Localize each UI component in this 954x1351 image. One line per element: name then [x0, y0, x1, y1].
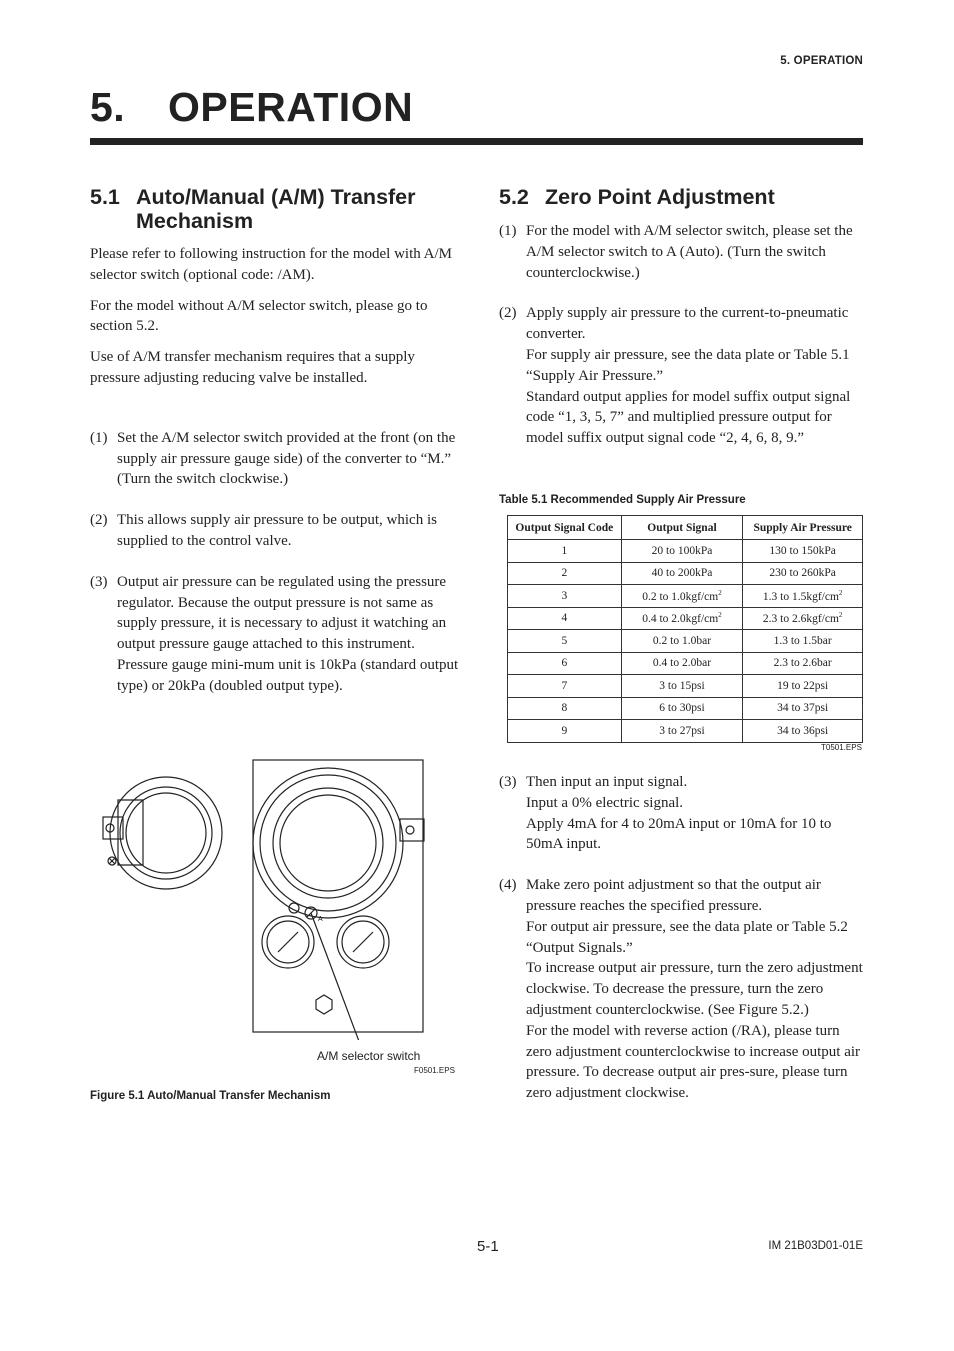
- list-text: Then input an input signal.: [526, 774, 688, 790]
- supply-air-pressure-table: [507, 515, 863, 743]
- list-item: [499, 303, 863, 449]
- table-cell: 4: [508, 607, 622, 630]
- list-text: Input a 0% electric signal.: [526, 794, 684, 811]
- table-cell: 0.4 to 2.0bar: [621, 652, 743, 675]
- switch-mark-a: A: [318, 916, 323, 923]
- running-header: 5. OPERATION: [780, 55, 863, 67]
- figure-caption: Figure 5.1 Auto/Manual Transfer Mechanism: [90, 1090, 331, 1102]
- list-item: [90, 428, 460, 490]
- paragraph: For the model without A/M selector switch, please go to section 5.2.: [90, 297, 428, 335]
- section-title: Zero Point Adjustment: [545, 185, 775, 209]
- section-title-line1: Auto/Manual (A/M) Transfer: [136, 185, 416, 209]
- table-cell: 230 to 260kPa: [743, 562, 863, 585]
- hex-plug: [316, 995, 332, 1014]
- table-cell: 5: [508, 630, 622, 653]
- list-marker: (3): [499, 774, 517, 790]
- table-cell: 6 to 30psi: [621, 697, 743, 720]
- table-cell: 1.3 to 1.5bar: [743, 630, 863, 653]
- list-item: [499, 221, 863, 283]
- table-file-id: T0501.EPS: [821, 743, 862, 752]
- list-text: Output air pressure can be regulated using the pressure regulator. Because the output pressure is not same as supply pressure, it is necessary to adjust it watching an output pressure gauge attached to this instrument. Pressure gauge mini-mum unit is 10kPa (standard output type) or 20kPa (doubled output type).: [117, 573, 459, 694]
- am-transfer-mechanism-figure: [98, 755, 433, 1040]
- figure-callout-label: A/M selector switch: [317, 1049, 421, 1063]
- paragraph: Please refer to following instruction for the model with A/M selector switch (optional code: /AM).: [90, 246, 453, 283]
- section-number: 5.2: [499, 185, 529, 209]
- list-text: This allows supply air pressure to be output, which is supplied to the control valve.: [117, 512, 437, 549]
- list-text: Standard output applies for model suffix output signal code “1, 3, 5, 7” and multiplied pressure output for model suffix output signal code “2, 4, 6, 8, 9.”: [526, 388, 851, 447]
- table-cell: 1.3 to $1.5kgf/cm^2$: [743, 585, 863, 608]
- table-cell: 34 to 36psi: [743, 720, 863, 743]
- table-cell: 8: [508, 697, 622, 720]
- section-5-2-body-bottom: [499, 772, 863, 1104]
- table-row: [508, 562, 863, 585]
- document-id: IM 21B03D01-01E: [768, 1240, 863, 1252]
- section-5-1-heading: [90, 185, 416, 233]
- table-row: [508, 697, 863, 720]
- list-marker: (2): [90, 512, 108, 529]
- list-marker: (3): [90, 573, 108, 590]
- table-cell: 3 to 27psi: [621, 720, 743, 743]
- list-item: [499, 875, 863, 1104]
- list-marker: (2): [499, 305, 517, 322]
- list-text: Set the A/M selector switch provided at the front (on the supply air pressure gauge side) of the converter to “M.” (Turn the switch clockwise.): [117, 429, 456, 488]
- table-row: [508, 675, 863, 698]
- table-cell: 20 to 100kPa: [621, 540, 743, 563]
- table-row: [508, 652, 863, 675]
- section-5-2-heading: [499, 185, 775, 209]
- section-title-line2: Mechanism: [136, 209, 254, 233]
- table-cell: 0.4 to $2.0kgf/cm^2$: [621, 607, 743, 630]
- table-cell: 2.3 to $2.6kgf/cm^2$: [743, 607, 863, 630]
- chapter-title-text: OPERATION: [168, 84, 414, 130]
- list-text: To increase output air pressure, turn the zero adjustment clockwise. To decrease the pressure, turn the zero adjustment counterclockwise. (See Figure 5.2.): [526, 960, 863, 1018]
- callout-leader: [311, 913, 363, 1040]
- table-cell: 34 to 37psi: [743, 697, 863, 720]
- table-cell: 2.3 to 2.6bar: [743, 652, 863, 675]
- table-row: [508, 630, 863, 653]
- terminal-box: [103, 777, 222, 889]
- table-cell: 0.2 to 1.0bar: [621, 630, 743, 653]
- list-text: For the model with reverse action (/RA), please turn zero adjustment counterclockwise to increase output air pressure. To decrease output air pres-sure, please turn zero adjustment clockwise.: [526, 1022, 861, 1102]
- converter-cover: [253, 768, 424, 918]
- chapter-number: 5.: [90, 84, 126, 130]
- section-5-2-body-top: [499, 221, 863, 449]
- list-marker: (1): [90, 429, 108, 446]
- table-caption: Table 5.1 Recommended Supply Air Pressure: [499, 494, 746, 506]
- pressure-gauges: [262, 916, 389, 968]
- paragraph: Use of A/M transfer mechanism requires that a supply pressure adjusting reducing valve be installed.: [90, 349, 415, 386]
- table-row: [508, 540, 863, 563]
- table-cell: 3: [508, 585, 622, 608]
- table-cell: 9: [508, 720, 622, 743]
- table-cell: 6: [508, 652, 622, 675]
- column-header: Output Signal Code: [508, 516, 622, 540]
- list-marker: (1): [499, 223, 517, 239]
- list-item: [90, 510, 460, 552]
- list-text: For the model with A/M selector switch, please set the A/M selector switch to A (Auto). (Turn the switch counterclockwise.): [526, 223, 853, 281]
- table-cell: 130 to 150kPa: [743, 540, 863, 563]
- list-text: Make zero point adjustment so that the output air pressure reaches the specified pressure.: [526, 877, 821, 914]
- title-rule: [90, 138, 863, 145]
- table-cell: 3 to 15psi: [621, 675, 743, 698]
- table-cell: 0.2 to $1.0kgf/cm^2$: [621, 585, 743, 608]
- list-item: [90, 572, 460, 697]
- list-text: Apply 4mA for 4 to 20mA input or 10mA for 10 to 50mA input.: [526, 815, 832, 853]
- table-cell: 7: [508, 675, 622, 698]
- page-number: 5-1: [477, 1238, 499, 1255]
- table-row: [508, 585, 863, 608]
- table-header-row: [508, 516, 863, 540]
- chapter-title: [90, 84, 413, 131]
- list-item: [499, 772, 863, 855]
- list-marker: (4): [499, 877, 517, 894]
- table-cell: 1: [508, 540, 622, 563]
- list-text: For supply air pressure, see the data plate or Table 5.1 “Supply Air Pressure.”: [526, 346, 850, 384]
- figure-file-id: F0501.EPS: [414, 1066, 455, 1075]
- list-text: Apply supply air pressure to the current-to-pneumatic converter.: [526, 305, 849, 343]
- table-row: [508, 720, 863, 743]
- section-number: 5.1: [90, 185, 120, 209]
- column-header: Supply Air Pressure: [743, 516, 863, 540]
- section-5-1-body: [90, 244, 460, 697]
- table-row: [508, 607, 863, 630]
- list-text: For output air pressure, see the data plate or Table 5.2 “Output Signals.”: [526, 918, 848, 956]
- converter-body: [253, 760, 423, 1032]
- table-cell: 19 to 22psi: [743, 675, 863, 698]
- table-cell: 2: [508, 562, 622, 585]
- table-cell: 40 to 200kPa: [621, 562, 743, 585]
- column-header: Output Signal: [621, 516, 743, 540]
